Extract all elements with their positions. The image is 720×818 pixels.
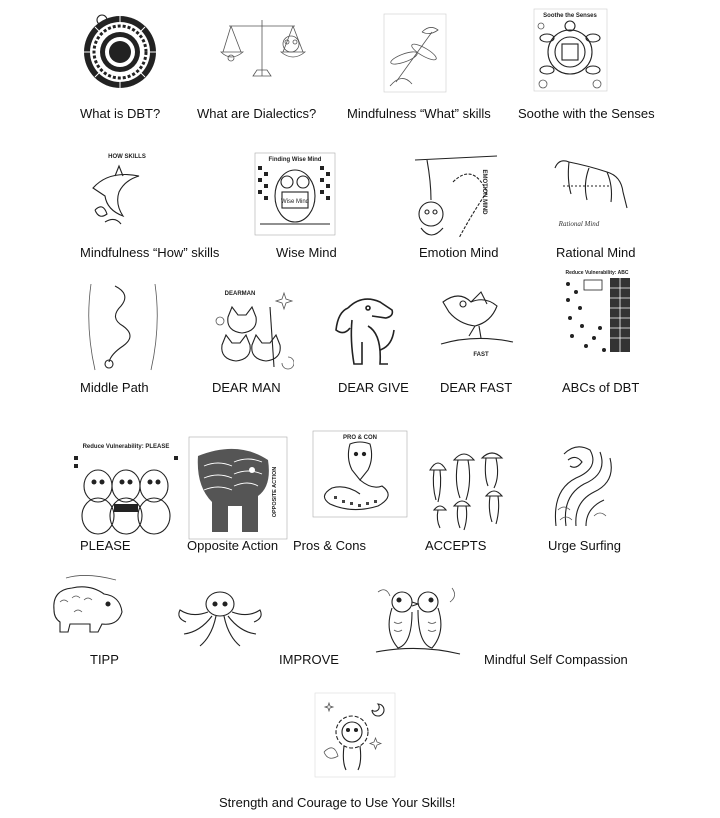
lovebirds-icon bbox=[372, 582, 464, 666]
caption-middle-path: Middle Path bbox=[80, 380, 149, 395]
caption-what-is-dbt: What is DBT? bbox=[80, 106, 161, 121]
caption-pros-cons: Pros & Cons bbox=[293, 538, 366, 553]
dolphin-header: HOW SKILLS bbox=[108, 154, 146, 160]
owl-header: Finding Wise Mind bbox=[268, 157, 322, 163]
caption-dear-fast: DEAR FAST bbox=[440, 380, 513, 395]
abc-header: Reduce Vulnerability: ABC bbox=[565, 270, 629, 276]
caption-accepts: ACCEPTS bbox=[425, 538, 487, 553]
bird-header: FAST bbox=[473, 352, 489, 358]
caption-opposite-action: Opposite Action bbox=[187, 538, 279, 553]
caption-dear-man: DEAR MAN bbox=[212, 380, 281, 395]
penguins-header: Reduce Vulnerability: PLEASE bbox=[82, 444, 170, 450]
dolphin-icon bbox=[85, 148, 151, 228]
caption-mindfulness-what: Mindfulness “What” skills bbox=[347, 106, 491, 121]
caption-dear-give: DEAR GIVE bbox=[338, 380, 409, 395]
abc-icon bbox=[560, 266, 634, 360]
caption-what-are-dialectics: What are Dialectics? bbox=[197, 106, 317, 121]
elephant-icon bbox=[188, 436, 288, 540]
dragonfly-icon bbox=[382, 12, 448, 94]
dog-icon bbox=[328, 290, 400, 372]
wave-icon bbox=[546, 440, 618, 532]
turtle-header: Soothe the Senses bbox=[543, 13, 597, 19]
caption-urge-surfing: Urge Surfing bbox=[548, 538, 621, 553]
owl-label: Wise Mind bbox=[280, 199, 310, 205]
caption-mindfulness-how: Mindfulness “How” skills bbox=[80, 245, 220, 260]
hippo-icon bbox=[46, 570, 130, 636]
panther-icon bbox=[549, 150, 631, 236]
caption-rational-mind: Rational Mind bbox=[556, 245, 636, 260]
caption-mindful-self-compassion: Mindful Self Compassion bbox=[484, 652, 628, 667]
lion-icon bbox=[314, 692, 396, 778]
monkey-header: EMOTION MIND bbox=[481, 169, 487, 215]
scales-icon bbox=[217, 12, 307, 84]
octopus-icon bbox=[174, 588, 266, 650]
caption-soothe-senses: Soothe with the Senses bbox=[518, 106, 655, 121]
cats-header: DEARMAN bbox=[224, 291, 256, 297]
turtle-icon bbox=[533, 8, 608, 92]
panther-header: Rational Mind bbox=[558, 220, 600, 228]
bird-icon bbox=[435, 282, 518, 362]
cats-icon bbox=[210, 287, 294, 371]
caption-strength-courage: Strength and Courage to Use Your Skills! bbox=[219, 795, 456, 810]
caption-tipp: TIPP bbox=[90, 652, 119, 667]
caption-abcs-of-dbt: ABCs of DBT bbox=[562, 380, 640, 395]
caption-wise-mind: Wise Mind bbox=[276, 245, 337, 260]
owl-icon bbox=[254, 152, 336, 236]
caption-emotion-mind: Emotion Mind bbox=[419, 245, 499, 260]
cobra-icon bbox=[312, 430, 408, 518]
mandala-icon bbox=[80, 10, 160, 90]
jellyfish-icon bbox=[424, 446, 510, 532]
caption-improve: IMPROVE bbox=[279, 652, 339, 667]
snake-icon bbox=[85, 280, 161, 372]
penguins-icon bbox=[70, 440, 182, 540]
caption-please: PLEASE bbox=[80, 538, 131, 553]
monkey-icon bbox=[413, 152, 498, 246]
elephant-header: OPPOSITE ACTION bbox=[272, 466, 278, 518]
cobra-header: PRO & CON bbox=[342, 435, 378, 441]
